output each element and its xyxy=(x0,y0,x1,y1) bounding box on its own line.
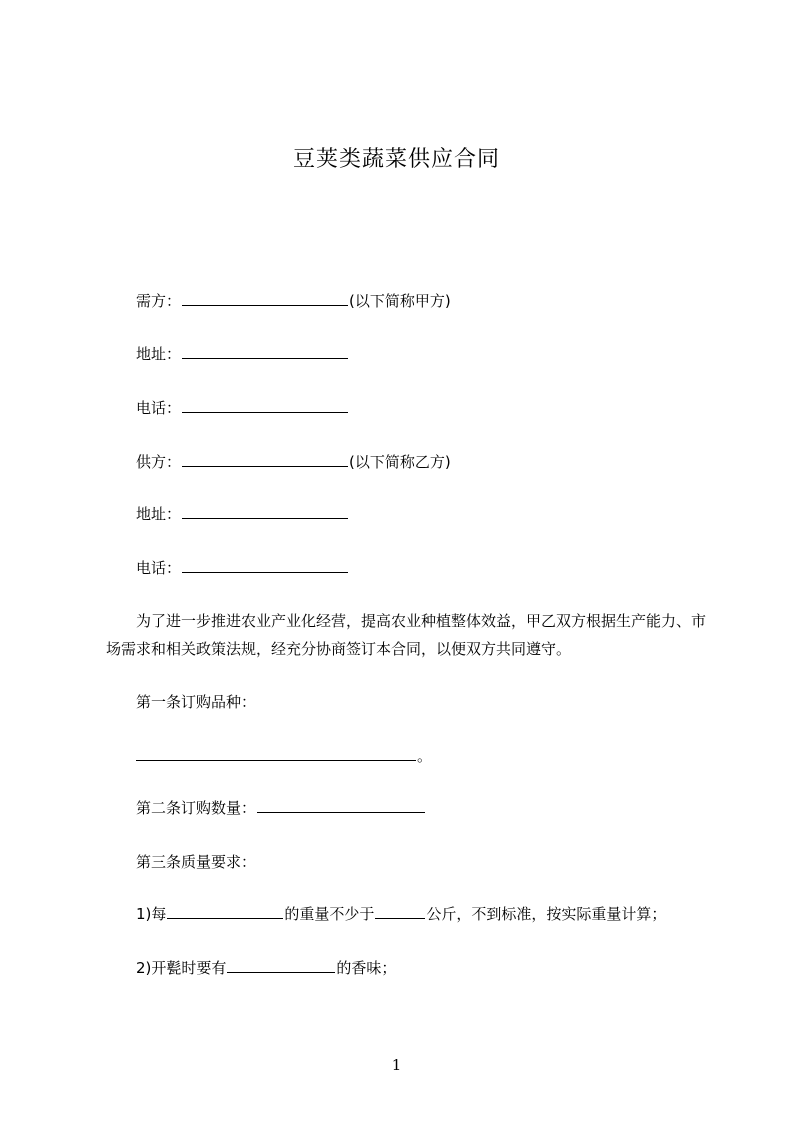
supplier-phone-line xyxy=(136,557,349,579)
article2-line xyxy=(136,797,426,819)
article1-end: 。 xyxy=(417,747,433,765)
buyer-phone-blank[interactable] xyxy=(182,397,348,413)
buyer-address-line xyxy=(136,343,349,365)
supplier-address-blank[interactable] xyxy=(182,503,348,519)
item1-text-b: 的重量不少于 xyxy=(284,905,375,923)
supplier-note: (以下简称乙方) xyxy=(349,453,451,471)
supplier-phone-label: 电话： xyxy=(136,559,182,577)
buyer-phone-line xyxy=(136,397,349,419)
buyer-address-label: 地址： xyxy=(136,345,182,363)
supplier-address-line xyxy=(136,503,349,525)
supplier-label: 供方： xyxy=(136,453,182,471)
supplier-blank[interactable] xyxy=(182,451,348,467)
article3-item1 xyxy=(136,903,666,925)
item2-text-a: 2)开甏时要有 xyxy=(136,959,227,977)
item2-text-b: 的香味； xyxy=(336,959,397,977)
supplier-address-label: 地址： xyxy=(136,505,182,523)
supplier-line xyxy=(136,451,451,473)
item1-blank-2[interactable] xyxy=(375,903,425,919)
article3-item2 xyxy=(136,957,396,979)
page-number: 1 xyxy=(391,1056,402,1074)
article2-label: 第二条订购数量： xyxy=(136,799,257,817)
article1-blank[interactable] xyxy=(136,745,416,761)
page-title: 豆荚类蔬菜供应合同 xyxy=(292,147,500,172)
article3-heading: 第三条质量要求： xyxy=(136,853,257,871)
item1-text-c: 公斤，不到标准，按实际重量计算； xyxy=(426,905,667,923)
buyer-line xyxy=(136,290,451,312)
item2-blank[interactable] xyxy=(227,957,335,973)
buyer-address-blank[interactable] xyxy=(182,343,348,359)
supplier-phone-blank[interactable] xyxy=(182,557,348,573)
article2-blank[interactable] xyxy=(257,797,425,813)
intro-paragraph: 为了进一步推进农业产业化经营，提高农业种植整体效益，甲乙双方根据生产能力、市场需求和相关政策法规，经充分协商签订本合同，以便双方共同遵守。 xyxy=(106,612,707,658)
buyer-label: 需方： xyxy=(136,292,182,310)
item1-text-a: 1)每 xyxy=(136,905,167,923)
buyer-blank[interactable] xyxy=(182,290,348,306)
buyer-note: (以下简称甲方) xyxy=(349,292,451,310)
article1-heading: 第一条订购品种： xyxy=(136,693,257,711)
article1-blank-line xyxy=(136,745,432,767)
item1-blank-1[interactable] xyxy=(167,903,283,919)
buyer-phone-label: 电话： xyxy=(136,399,182,417)
